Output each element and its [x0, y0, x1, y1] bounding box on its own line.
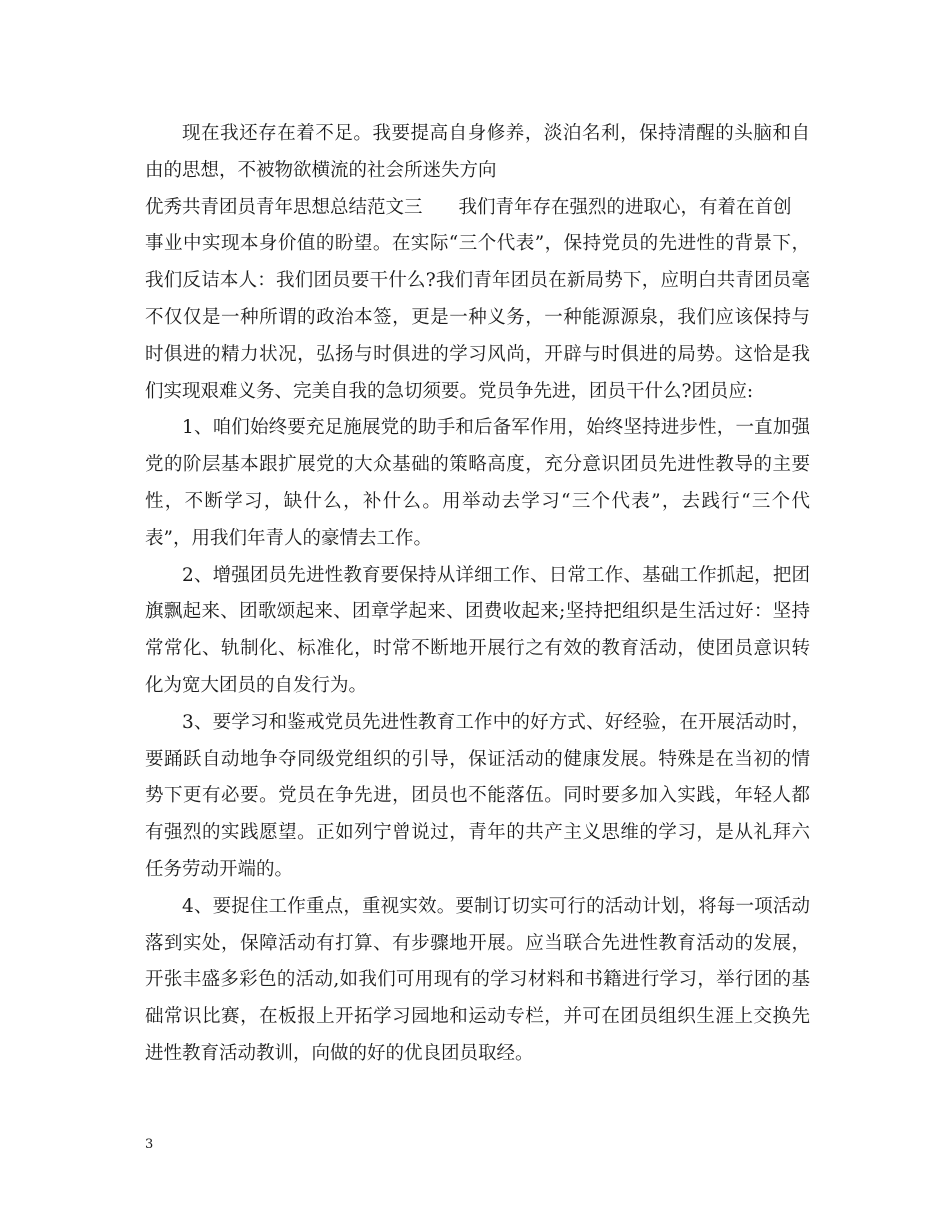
text-line: 旗飘起来、团歌颂起来、团章学起来、团费收起来;坚持把组织是生活过好：坚持 — [145, 601, 810, 623]
text-line: 3、要学习和鉴戒党员先进性教育工作中的好方式、好经验，在开展活动时， — [182, 711, 810, 733]
text-line: 常常化、轨制化、标准化，时常不断地开展行之有效的教育活动，使团员意识转 — [145, 638, 810, 660]
text-line: 不仅仅是一种所谓的政治本签，更是一种义务，一种能源源泉，我们应该保持与 — [145, 306, 810, 328]
text-line: 础常识比赛，在板报上开拓学习园地和运动专栏，并可在团员组织生涯上交换先 — [145, 1006, 810, 1028]
text-line: 开张丰盛多彩色的活动,如我们可用现有的学习材料和书籍进行学习，举行团的基 — [145, 969, 810, 991]
text-line: 化为宽大团员的自发行为。 — [145, 674, 368, 696]
text-line: 1、咱们始终要充足施展党的助手和后备军作用，始终坚持进步性，一直加强 — [182, 417, 810, 439]
text-line: 由的思想，不被物欲横流的社会所迷失方向 — [145, 159, 497, 181]
text-line: 4、要捉住工作重点，重视实效。要制订切实可行的活动计划，将每一项活动 — [182, 895, 810, 917]
paragraph-5 — [145, 705, 810, 889]
text-line: 有强烈的实践愿望。正如列宁曾说过，青年的共产主义思维的学习，是从礼拜六 — [145, 822, 810, 844]
heading-line — [145, 190, 810, 227]
text-line: 事业中实现本身价值的盼望。在实际“三个代表”，保持党员的先进性的背景下， — [145, 233, 810, 255]
text-line: 们实现艰难义务、完美自我的急切须要。党员争先进，团员干什么?团员应: — [145, 380, 754, 402]
text-line: 势下更有必要。党员在争先进，团员也不能落伍。同时要多加入实践，年轻人都 — [145, 785, 810, 807]
text-line: 时俱进的精力状况，弘扬与时俱进的学习风尚，开辟与时俱进的局势。这恰是我 — [145, 343, 810, 365]
text-line: 进性教育活动教训，向做的好的优良团员取经。 — [145, 1042, 534, 1064]
section-heading: 优秀共青团员青年思想总结范文三 — [145, 196, 423, 218]
text-line: 党的阶层基本跟扩展党的大众基础的策略高度，充分意识团员先进性教导的主要 — [145, 454, 810, 476]
text-line: 要踊跃自动地争夺同级党组织的引导，保证活动的健康发展。特殊是在当初的情 — [145, 748, 810, 770]
text-line: 现在我还存在着不足。我要提高自身修养，淡泊名利，保持清醒的头脑和自 — [182, 123, 810, 144]
paragraph-4 — [145, 558, 810, 705]
text-line: 2、增强团员先进性教育要保持从详细工作、日常工作、基础工作抓起，把团 — [182, 564, 810, 586]
paragraph-1 — [145, 116, 810, 190]
paragraph-6 — [145, 889, 810, 1073]
text-segment: 我们青年存在强烈的进取心，有着在首创 — [458, 196, 792, 218]
text-line: 任务劳动开端的。 — [145, 858, 294, 880]
paragraph-3 — [145, 410, 810, 557]
document-body — [145, 116, 810, 1073]
text-line: 性，不断学习，缺什么，补什么。用举动去学习“三个代表”，去践行“三个代 — [145, 490, 810, 512]
text-line: 落到实处，保障活动有打算、有步骤地开展。应当联合先进性教育活动的发展， — [145, 932, 810, 954]
page-number: 3 — [145, 1137, 154, 1152]
text-line: 表”，用我们年青人的豪情去工作。 — [145, 527, 432, 549]
paragraph-2 — [145, 190, 810, 411]
text-line: 我们反诘本人：我们团员要干什么?我们青年团员在新局势下，应明白共青团员毫 — [145, 270, 810, 292]
